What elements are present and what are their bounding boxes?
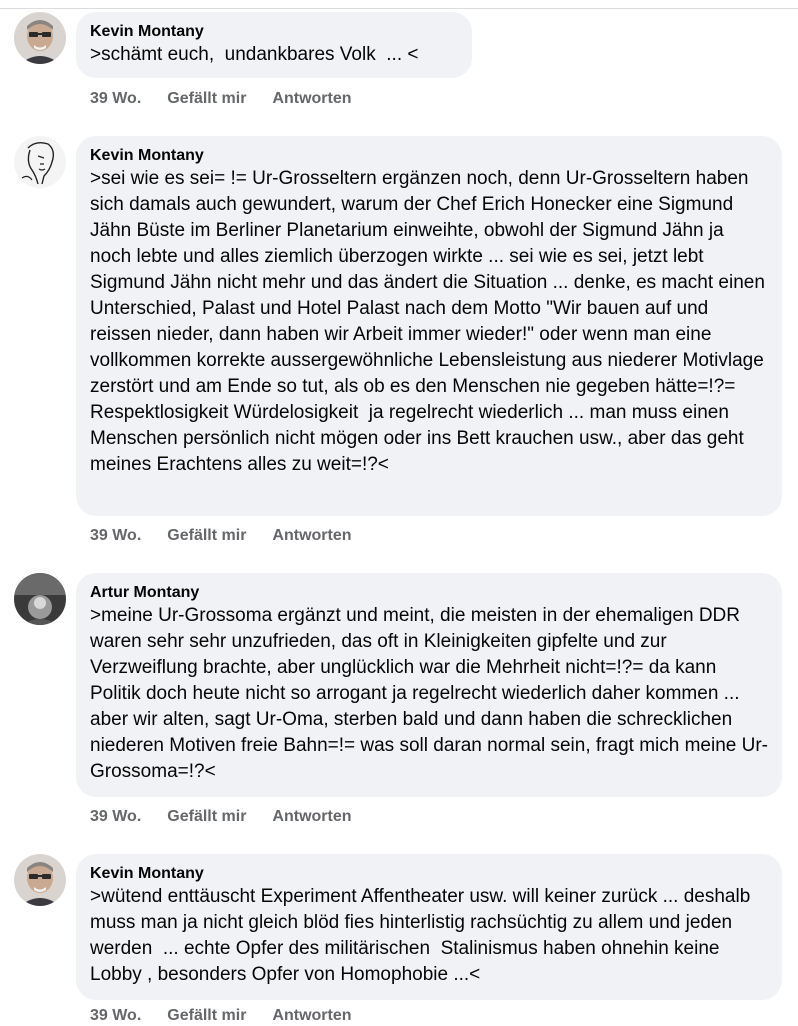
reply-button[interactable]: Antworten	[272, 808, 352, 825]
like-button[interactable]: Gefällt mir	[167, 90, 247, 107]
comment-bubble	[76, 136, 782, 516]
reply-button[interactable]: Antworten	[272, 527, 352, 544]
like-button[interactable]: Gefällt mir	[167, 1007, 247, 1024]
comment-time[interactable]: 39 Wo.	[90, 90, 142, 107]
comment-author[interactable]: Kevin Montany	[90, 23, 204, 40]
person-photo-icon	[14, 573, 66, 625]
comment-actions	[90, 807, 378, 827]
comment-time[interactable]: 39 Wo.	[90, 527, 142, 544]
reply-button[interactable]: Antworten	[272, 90, 352, 107]
comment-actions	[90, 1006, 378, 1026]
comment-author[interactable]: Artur Montany	[90, 584, 200, 601]
comment-time[interactable]: 39 Wo.	[90, 808, 142, 825]
comment-text: >schämt euch, undankbares Volk ... <	[90, 44, 419, 65]
comment-bubble	[76, 573, 782, 797]
avatar[interactable]	[14, 12, 66, 64]
comment-time[interactable]: 39 Wo.	[90, 1007, 142, 1024]
comment-text: >meine Ur-Grossoma ergänzt und meint, die meisten in der ehemaligen DDR waren sehr sehr unzufrieden, das oft in Kleinigkeiten gipfelte und zur Verzweiflung brachte, aber unglücklich war die Mehrheit nicht=!?= da kann Politik doch heute nicht so arrogant ja regelrecht wiederlich daher kommen ... aber wir alten, sagt Ur-Oma, sterben bald und dann haben die schrecklichen niederen Motiven freie Bahn=!= was soll daran normal sein, fragt mich meine Ur-Grossoma=!?<	[90, 605, 768, 782]
like-button[interactable]: Gefällt mir	[167, 527, 247, 544]
comment-author[interactable]: Kevin Montany	[90, 147, 204, 164]
comment-bubble	[76, 854, 782, 1000]
avatar[interactable]	[14, 573, 66, 625]
comment-author[interactable]: Kevin Montany	[90, 865, 204, 882]
sketch-portrait-icon	[14, 136, 66, 188]
comment-text: >wütend enttäuscht Experiment Affentheater usw. will keiner zurück ... deshalb muss man ja nicht gleich blöd fies hinterlistig rachsüchtig zu allem und jeden werden ... echte Opfer des militärischen Stalinismus haben ohnehin keine Lobby , besonders Opfer von Homophobie ...<	[90, 886, 756, 985]
comment-actions	[90, 526, 378, 546]
top-divider	[0, 0, 798, 9]
comment-bubble	[76, 12, 472, 78]
avatar[interactable]	[14, 854, 66, 906]
avatar[interactable]	[14, 136, 66, 188]
like-button[interactable]: Gefällt mir	[167, 808, 247, 825]
person-photo-icon	[14, 854, 66, 906]
comment-actions	[90, 89, 378, 109]
comment-text: >sei wie es sei= != Ur-Grosseltern ergänzen noch, denn Ur-Grosseltern haben sich damals auch gewundert, warum der Chef Erich Honecker eine Sigmund Jähn Büste im Berliner Planetarium einweihte, obwohl der Sigmund Jähn ja noch lebte und alles ziemlich überzogen wirkte ... sei wie es sei, jetzt lebt Sigmund Jähn nicht mehr und das ändert die Situation ... denke, es macht einen Unterschied, Palast und Hotel Palast nach dem Motto "Wir bauen auf und reissen nieder, dann haben wir Arbeit immer wieder!" oder wenn man eine vollkommen korrekte aussergewöhnliche Lebensleistung aus niederer Motivlage zerstört und am Ende so tut, als ob es den Menschen nie gegeben hätte=!?= Respektlosigkeit Würdelosigkeit ja regelrecht wiederlich ... man muss einen Menschen persönlich nicht mögen oder ins Bett krauchen usw., aber das geht meines Erachtens alles zu weit=!?<	[90, 168, 771, 475]
person-photo-icon	[14, 12, 66, 64]
reply-button[interactable]: Antworten	[272, 1007, 352, 1024]
